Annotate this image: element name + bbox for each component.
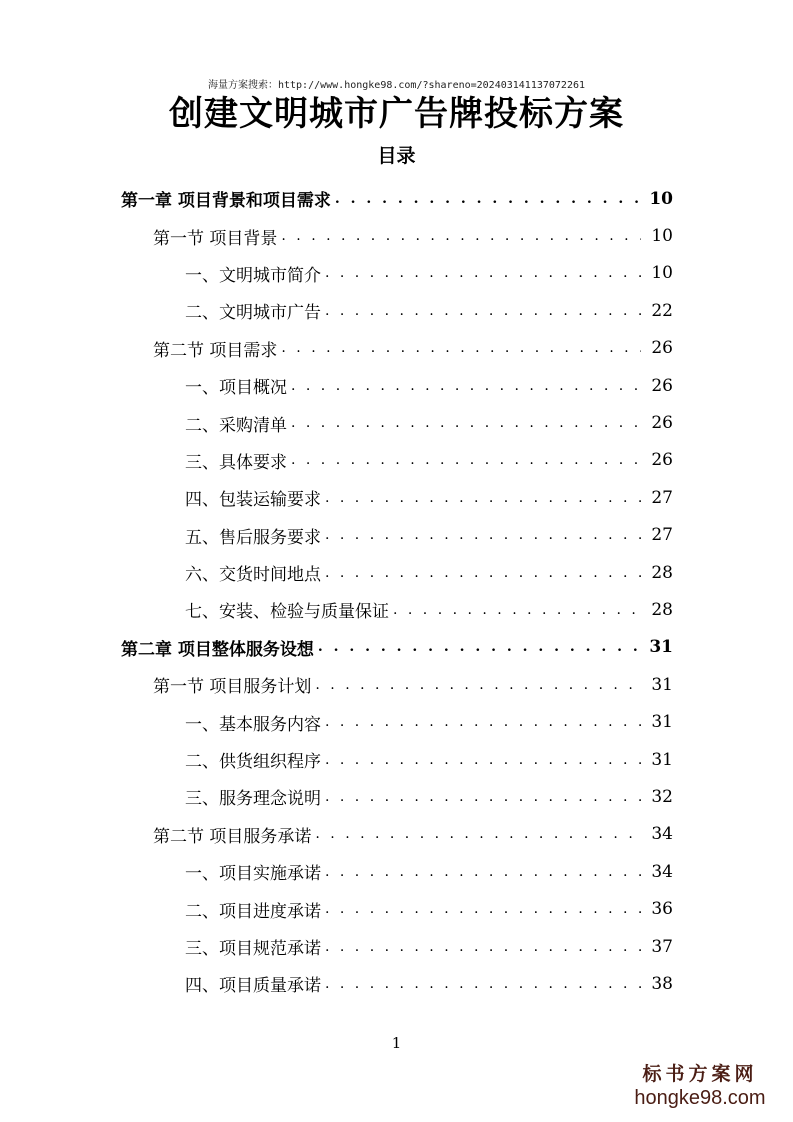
toc-entry-label: 第二节 项目服务承诺 (153, 826, 312, 847)
toc-entry-label: 二、供货组织程序 (185, 752, 321, 773)
toc-entry-label: 一、文明城市简介 (185, 265, 321, 286)
toc-dot-leader (281, 340, 641, 356)
toc-subsection-entry[interactable] (121, 928, 673, 965)
toc-entry-page-number: 26 (651, 413, 673, 434)
toc-dot-leader (325, 565, 641, 581)
toc-dot-leader (291, 378, 641, 394)
toc-entry-label: 二、文明城市广告 (185, 303, 321, 324)
toc-subsection-entry[interactable] (121, 554, 673, 591)
toc-entry-label: 三、具体要求 (185, 452, 287, 473)
toc-entry-label: 二、项目进度承诺 (185, 901, 321, 922)
toc-entry-page-number: 28 (651, 562, 673, 583)
toc-subsection-entry[interactable] (121, 890, 673, 927)
toc-entry-label: 第二章 项目整体服务设想 (121, 639, 314, 660)
toc-entry-label: 五、售后服务要求 (185, 527, 321, 548)
toc-chapter-entry[interactable] (121, 180, 673, 217)
toc-dot-leader (325, 752, 641, 768)
toc-dot-leader (325, 265, 641, 281)
toc-chapter-entry[interactable] (121, 629, 673, 666)
toc-entry-page-number: 31 (651, 749, 673, 770)
toc-entry-page-number: 27 (651, 487, 673, 508)
toc-dot-leader (325, 939, 641, 955)
toc-dot-leader (291, 452, 641, 468)
toc-entry-label: 一、项目概况 (185, 378, 287, 399)
toc-entry-page-number: 37 (651, 936, 673, 957)
toc-subsection-entry[interactable] (121, 965, 673, 1002)
toc-subsection-entry[interactable] (121, 853, 673, 890)
watermark-chinese-text: 标书方案网 (642, 1063, 758, 1085)
toc-entry-label: 三、项目规范承诺 (185, 939, 321, 959)
toc-subsection-entry[interactable] (121, 479, 673, 516)
toc-entry-page-number: 31 (651, 712, 673, 733)
toc-dot-leader (325, 901, 641, 917)
toc-entry-page-number: 31 (651, 674, 673, 695)
toc-section-entry[interactable] (121, 816, 673, 853)
toc-entry-page-number: 34 (651, 861, 673, 882)
document-title: 创建文明城市广告牌投标方案 (169, 94, 624, 134)
toc-dot-leader (315, 677, 641, 693)
toc-entry-page-number: 31 (649, 637, 673, 658)
toc-entry-page-number: 10 (651, 226, 673, 247)
toc-entry-page-number: 26 (651, 450, 673, 471)
toc-dot-leader (325, 714, 641, 730)
toc-entry-page-number: 26 (651, 375, 673, 396)
toc-entry-page-number: 28 (651, 599, 673, 620)
toc-entry-label: 一、基本服务内容 (185, 714, 321, 735)
toc-subsection-entry[interactable] (121, 367, 673, 404)
toc-entry-page-number: 22 (651, 300, 673, 321)
toc-entry-page-number: 38 (651, 973, 673, 994)
toc-entry-page-number: 10 (649, 188, 673, 209)
toc-subsection-entry[interactable] (121, 255, 673, 292)
toc-entry-label: 一、项目实施承诺 (185, 864, 321, 885)
toc-entry-page-number: 36 (651, 899, 673, 920)
page-number: 1 (391, 1034, 402, 1052)
toc-entry-label: 七、安装、检验与质量保证 (185, 602, 389, 623)
toc-entry-page-number: 34 (651, 824, 673, 845)
toc-section-entry[interactable] (121, 217, 673, 254)
toc-section-entry[interactable] (121, 330, 673, 367)
toc-entry-page-number: 10 (651, 263, 673, 284)
toc-subsection-entry[interactable] (121, 517, 673, 554)
toc-subsection-entry[interactable] (121, 442, 673, 479)
header-search-note: 海量方案搜索：http://www.hongke98.com/?shareno=20240314113707226​1 (207, 80, 586, 91)
toc-entry-label: 四、项目质量承诺 (185, 976, 321, 997)
watermark-domain-text: hongke98.com (634, 1087, 766, 1109)
table-of-contents (121, 180, 673, 1003)
toc-subsection-entry[interactable] (121, 591, 673, 628)
toc-entry-label: 六、交货时间地点 (185, 565, 321, 586)
toc-dot-leader (325, 490, 641, 506)
toc-entry-label: 三、服务理念说明 (185, 789, 321, 810)
toc-dot-leader (325, 976, 641, 992)
toc-dot-leader (318, 639, 641, 655)
toc-entry-page-number: 32 (651, 786, 673, 807)
toc-subsection-entry[interactable] (121, 404, 673, 441)
toc-dot-leader (325, 789, 641, 805)
toc-dot-leader (291, 415, 641, 431)
toc-subsection-entry[interactable] (121, 741, 673, 778)
toc-entry-label: 第一节 项目背景 (153, 228, 278, 249)
toc-subsection-entry[interactable] (121, 778, 673, 815)
toc-entry-label: 四、包装运输要求 (185, 490, 321, 511)
site-watermark-logo (625, 1062, 775, 1110)
toc-entry-label: 第二节 项目需求 (153, 340, 278, 361)
toc-subsection-entry[interactable] (121, 292, 673, 329)
toc-entry-page-number: 26 (651, 338, 673, 359)
toc-dot-leader (325, 864, 641, 880)
toc-section-entry[interactable] (121, 666, 673, 703)
toc-dot-leader (335, 191, 641, 207)
toc-entry-page-number: 27 (651, 525, 673, 546)
toc-entry-label: 二、采购清单 (185, 415, 287, 436)
toc-dot-leader (393, 602, 641, 618)
toc-heading: 目录 (377, 145, 416, 167)
toc-dot-leader (281, 228, 641, 244)
toc-dot-leader (315, 826, 641, 842)
toc-dot-leader (325, 527, 641, 543)
toc-entry-label: 第一章 项目背景和项目需求 (121, 191, 331, 212)
toc-dot-leader (325, 303, 641, 319)
toc-subsection-entry[interactable] (121, 703, 673, 740)
toc-entry-label: 第一节 项目服务计划 (153, 677, 312, 698)
